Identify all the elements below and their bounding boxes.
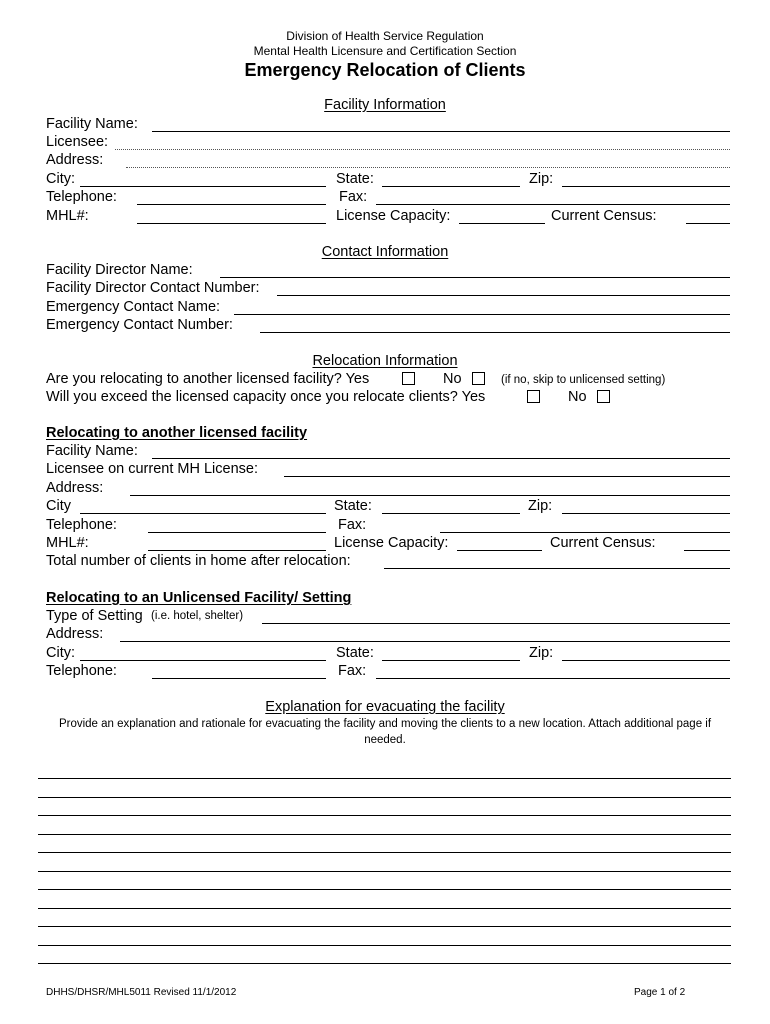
explanation-line[interactable]	[38, 908, 731, 909]
telephone-field[interactable]	[137, 204, 326, 205]
lic-telephone-label: Telephone:	[46, 517, 117, 533]
explanation-line[interactable]	[38, 778, 731, 779]
lic-licensee-field[interactable]	[284, 476, 730, 477]
unl-address-label: Address:	[46, 626, 104, 642]
current-census-label: Current Census:	[551, 208, 657, 224]
lic-fax-field[interactable]	[440, 532, 730, 533]
type-setting-label: Type of Setting	[46, 608, 143, 624]
explanation-line[interactable]	[38, 852, 731, 853]
explanation-text: Provide an explanation and rationale for evacuating the facility and moving the clients to a new location. Attach additional page if needed.	[58, 718, 712, 746]
lic-address-field[interactable]	[130, 495, 730, 496]
fax-label: Fax:	[339, 189, 368, 205]
unl-address-field[interactable]	[120, 641, 730, 642]
section-title: Mental Health Licensure and Certification Section	[253, 44, 517, 58]
license-capacity-field[interactable]	[459, 223, 545, 224]
lic-current-census-label: Current Census:	[550, 535, 656, 551]
city-label: City:	[46, 171, 75, 187]
unl-city-label: City:	[46, 645, 75, 661]
division-title: Division of Health Service Regulation	[286, 29, 484, 43]
city-field[interactable]	[80, 186, 326, 187]
lic-facility-name-label: Facility Name:	[46, 443, 138, 459]
explanation-line[interactable]	[38, 889, 731, 890]
explanation-heading: Explanation for evacuating the facility	[265, 699, 505, 715]
state-label: State:	[336, 171, 374, 187]
emergency-number-field[interactable]	[260, 332, 730, 333]
unl-state-label: State:	[336, 645, 374, 661]
explanation-line[interactable]	[38, 834, 731, 835]
lic-mhl-label: MHL#:	[46, 535, 89, 551]
director-number-label: Facility Director Contact Number:	[46, 280, 260, 296]
state-field[interactable]	[382, 186, 520, 187]
q2-yes-checkbox[interactable]	[527, 390, 540, 403]
q2-no-checkbox[interactable]	[597, 390, 610, 403]
lic-licensee-label: Licensee on current MH License:	[46, 461, 258, 477]
unl-state-field[interactable]	[382, 660, 520, 661]
emergency-name-label: Emergency Contact Name:	[46, 299, 221, 315]
address-field[interactable]	[126, 167, 730, 168]
lic-state-label: State:	[334, 498, 372, 514]
lic-fax-label: Fax:	[338, 517, 367, 533]
q1-label: Are you relocating to another licensed facility? Yes	[46, 371, 370, 387]
facility-name-label: Facility Name:	[46, 116, 138, 132]
lic-address-label: Address:	[46, 480, 104, 496]
lic-state-field[interactable]	[382, 513, 520, 514]
type-setting-note: (i.e. hotel, shelter)	[151, 610, 244, 622]
fax-field[interactable]	[376, 204, 730, 205]
contact-info-heading: Contact Information	[321, 244, 449, 260]
relocation-info-heading: Relocation Information	[312, 353, 458, 369]
lic-city-field[interactable]	[80, 513, 326, 514]
unl-city-field[interactable]	[80, 660, 326, 661]
director-name-label: Facility Director Name:	[46, 262, 193, 278]
telephone-label: Telephone:	[46, 189, 117, 205]
license-capacity-label: License Capacity:	[336, 208, 451, 224]
q2-label: Will you exceed the licensed capacity once you relocate clients? Yes	[46, 389, 486, 405]
mhl-label: MHL#:	[46, 208, 89, 224]
zip-label: Zip:	[529, 171, 554, 187]
unl-zip-field[interactable]	[562, 660, 730, 661]
q1-no-label: No	[443, 371, 462, 387]
total-clients-label: Total number of clients in home after relocation:	[46, 553, 351, 569]
explanation-line[interactable]	[38, 871, 731, 872]
lic-mhl-field[interactable]	[148, 550, 326, 551]
emergency-number-label: Emergency Contact Number:	[46, 317, 233, 333]
lic-city-label: City	[46, 498, 71, 514]
type-setting-field[interactable]	[262, 623, 730, 624]
lic-zip-label: Zip:	[528, 498, 553, 514]
q1-yes-checkbox[interactable]	[402, 372, 415, 385]
q1-note: (if no, skip to unlicensed setting)	[501, 374, 666, 386]
licensed-heading: Relocating to another licensed facility	[46, 425, 308, 441]
explanation-line[interactable]	[38, 797, 731, 798]
unl-telephone-label: Telephone:	[46, 663, 117, 679]
form-id: DHHS/DHSR/MHL5011 Revised 11/1/2012	[46, 987, 237, 998]
form-title: Emergency Relocation of Clients	[244, 60, 526, 80]
lic-license-capacity-label: License Capacity:	[334, 535, 449, 551]
q1-no-checkbox[interactable]	[472, 372, 485, 385]
explanation-line[interactable]	[38, 815, 731, 816]
facility-info-heading: Facility Information	[324, 97, 446, 113]
unlicensed-heading: Relocating to an Unlicensed Facility/ Setting	[46, 590, 352, 606]
emergency-name-field[interactable]	[234, 314, 730, 315]
director-number-field[interactable]	[277, 295, 730, 296]
licensee-label: Licensee:	[46, 134, 109, 150]
unl-zip-label: Zip:	[529, 645, 554, 661]
page-number: Page 1 of 2	[634, 987, 686, 998]
current-census-field[interactable]	[686, 223, 730, 224]
unl-fax-field[interactable]	[376, 678, 730, 679]
explanation-line[interactable]	[38, 945, 731, 946]
lic-facility-name-field[interactable]	[152, 458, 730, 459]
explanation-line[interactable]	[38, 926, 731, 927]
lic-telephone-field[interactable]	[148, 532, 326, 533]
director-name-field[interactable]	[220, 277, 730, 278]
q2-no-label: No	[568, 389, 587, 405]
total-clients-field[interactable]	[384, 568, 730, 569]
unl-fax-label: Fax:	[338, 663, 367, 679]
lic-zip-field[interactable]	[562, 513, 730, 514]
lic-current-census-field[interactable]	[684, 550, 730, 551]
address-label: Address:	[46, 152, 104, 168]
unl-telephone-field[interactable]	[152, 678, 326, 679]
zip-field[interactable]	[562, 186, 730, 187]
licensee-field[interactable]	[115, 149, 730, 150]
facility-name-field[interactable]	[152, 131, 730, 132]
lic-license-capacity-field[interactable]	[457, 550, 542, 551]
explanation-line[interactable]	[38, 963, 731, 964]
mhl-field[interactable]	[137, 223, 326, 224]
